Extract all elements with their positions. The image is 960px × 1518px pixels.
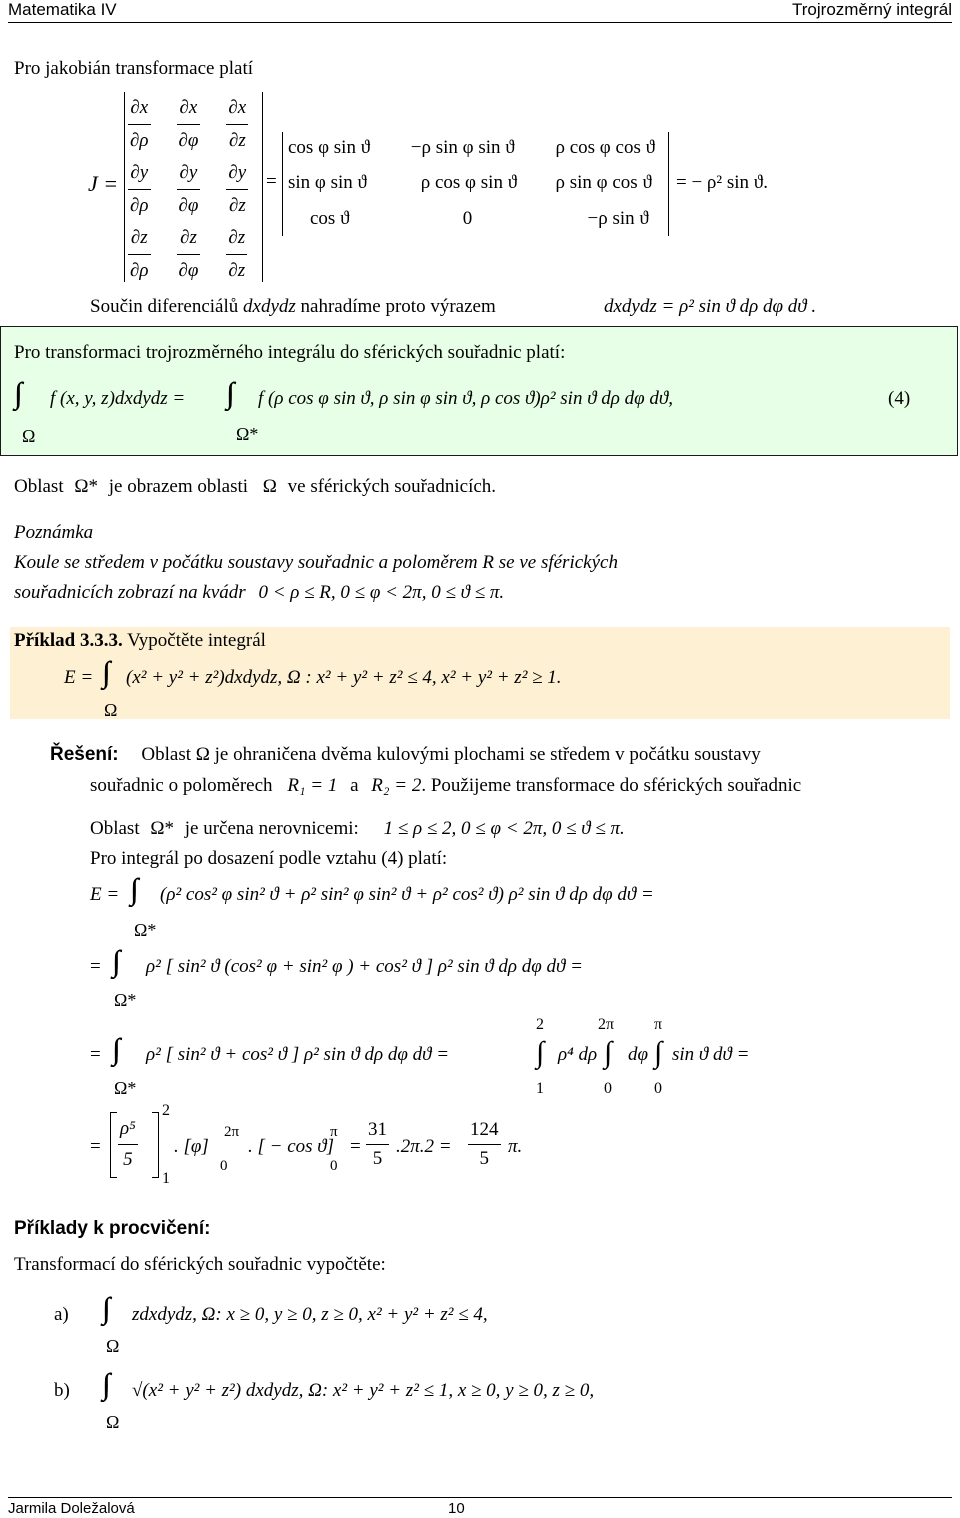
det-row-2: sin φ sin ϑ ρ cos φ sin ϑ ρ sin φ cos ϑ bbox=[288, 172, 652, 193]
eq2-domain: Ω* bbox=[114, 990, 137, 1010]
equation-number: (4) bbox=[888, 388, 911, 409]
eq4-lim-upper: 2 bbox=[162, 1102, 170, 1119]
eq3-eq: = bbox=[90, 1044, 101, 1065]
example-E: E = bbox=[64, 667, 94, 688]
eq3-lim-upper-2: 2π bbox=[598, 1016, 615, 1033]
eq4-cos-lower: 0 bbox=[330, 1158, 338, 1174]
eq3-lim-upper-1: 2 bbox=[536, 1016, 544, 1033]
exercise-b-label: b) bbox=[54, 1380, 70, 1401]
exercises-intro: Transformací do sférických souřadnic vypočtěte: bbox=[14, 1254, 386, 1275]
eq3-integral-1: ∫ bbox=[536, 1036, 545, 1069]
example-domain: Ω bbox=[104, 700, 118, 720]
eq3-integral: ∫∫∫ bbox=[112, 1033, 113, 1066]
eq4-frac-2: $\frac{124}{5}$ bbox=[468, 1116, 501, 1173]
solution-line-1: Řešení: Oblast Ω je ohraničena dvěma kulovými plochami se středem v počátku soustavy bbox=[50, 744, 761, 765]
jacobian-symbol: J = bbox=[88, 171, 119, 196]
eq4-eq: = bbox=[90, 1136, 101, 1157]
eq1-domain: Ω* bbox=[134, 920, 157, 940]
eq3-integral-3: ∫ bbox=[654, 1036, 663, 1069]
domain-omega: Ω bbox=[22, 426, 36, 446]
oblast-line: Oblast Ω* je obrazem oblasti Ω ve sférických souřadnicích. bbox=[14, 476, 497, 497]
eq2-integral: ∫∫∫ bbox=[112, 945, 113, 978]
eq4-lim-lower: 1 bbox=[162, 1170, 170, 1187]
eq4-bracket-left bbox=[110, 1112, 117, 1178]
eq2-eq: = bbox=[90, 956, 101, 977]
exercise-a-label: a) bbox=[54, 1304, 69, 1325]
exercise-a-formula: zdxdydz, Ω: x ≥ 0, y ≥ 0, z ≥ 0, x² + y² + z² ≤ 4, bbox=[132, 1304, 488, 1325]
eq4-mid3: .2π.2 = bbox=[396, 1136, 452, 1157]
eq3-integral-2: ∫ bbox=[604, 1036, 613, 1069]
exercise-a-integral: ∫∫∫ bbox=[102, 1292, 103, 1325]
eq4-cos-upper: π bbox=[330, 1124, 338, 1140]
formula-left: f (x, y, z)dxdydz = bbox=[50, 388, 186, 409]
exercise-b-formula: √(x² + y² + z²) dxdydz, Ω: x² + y² + z² ≤ 1, x ≥ 0, y ≥ 0, z ≥ 0, bbox=[132, 1380, 595, 1401]
eq4-phi: . [φ] bbox=[174, 1136, 209, 1157]
header-course: Matematika IV bbox=[8, 0, 117, 19]
eq1-integral: ∫∫∫ bbox=[130, 873, 131, 906]
header-topic: Trojrozměrný integrál bbox=[792, 0, 952, 19]
example-integral: ∫∫∫ bbox=[102, 656, 103, 689]
page-footer bbox=[8, 1497, 952, 1518]
solution-line-3: Oblast Ω* je určena nerovnicemi: 1 ≤ ρ ≤ 2, 0 ≤ φ < 2π, 0 ≤ ϑ ≤ π. bbox=[90, 818, 625, 839]
note-title: Poznámka bbox=[14, 522, 94, 543]
eq1-lhs: E = bbox=[90, 884, 120, 905]
product-expression: dxdydz = ρ² sin ϑ dρ dφ dϑ . bbox=[604, 296, 817, 317]
eq3-sin: sin ϑ dϑ = bbox=[672, 1044, 750, 1065]
det-bar-right-1 bbox=[262, 92, 263, 282]
exercises-title: Příklady k procvičení: bbox=[14, 1218, 211, 1239]
eq3-rho4: ρ⁴ dρ bbox=[558, 1044, 598, 1065]
eq3-lim-upper-3: π bbox=[654, 1016, 663, 1033]
footer-author: Jarmila Doležalová bbox=[8, 1500, 135, 1517]
det-row-1: cos φ sin ϑ −ρ sin φ sin ϑ ρ cos φ cos ϑ bbox=[288, 137, 656, 158]
transformation-title: Pro transformaci trojrozměrného integrálu do sférických souřadnic platí: bbox=[14, 342, 566, 363]
note-line-2: souřadnicích zobrazí na kvádr 0 < ρ ≤ R, 0 ≤ φ < 2π, 0 ≤ ϑ ≤ π. bbox=[14, 582, 505, 603]
eq4-eq2: = bbox=[350, 1136, 361, 1157]
jacobian-partials: $\frac{\partial x}{\partial\rho}$ $\frac{\partial x}{\partial\varphi}$ $\frac{\partial x}{\partial z}$ $\frac{\partial y}{\partial\rho}$ $\frac{\partial y}{\partial\varphi}$ $\frac{\partial y}{\partial z}$ $\frac{\partial z}{\partial\rho}$ $\frac{\partial z}{\partial\varphi}$ $\frac{\partial z}{\partial z}$ bbox=[128, 92, 248, 287]
eq4-phi-upper: 2π bbox=[224, 1124, 240, 1140]
product-line: Součin diferenciálů dxdydz nahradíme proto výrazem bbox=[90, 296, 496, 317]
triple-integral-right: ∫∫∫ bbox=[226, 377, 227, 410]
formula-right: f (ρ cos φ sin ϑ, ρ sin φ sin ϑ, ρ cos ϑ)ρ² sin ϑ dρ dφ dϑ, bbox=[258, 388, 673, 409]
eq4-phi-lower: 0 bbox=[220, 1158, 228, 1174]
triple-integral-left: ∫∫∫ bbox=[14, 377, 15, 410]
eq3-lim-lower-2: 0 bbox=[604, 1080, 612, 1097]
det-bar-left-1 bbox=[124, 92, 125, 282]
page-header bbox=[8, 0, 952, 23]
note-line-1: Koule se středem v počátku soustavy souřadnic a poloměrem R se ve sférických bbox=[14, 552, 618, 573]
eq2-body: ρ² [ sin² ϑ (cos² φ + sin² φ ) + cos² ϑ ] ρ² sin ϑ dρ dφ dϑ = bbox=[146, 956, 583, 977]
det-bar-right-2 bbox=[668, 132, 669, 236]
domain-omega-star: Ω* bbox=[236, 424, 259, 444]
eq3-lim-lower-1: 1 bbox=[536, 1080, 544, 1097]
solution-line-4: Pro integrál po dosazení podle vztahu (4) platí: bbox=[90, 848, 448, 869]
jacobian-text: Pro jakobián transformace platí bbox=[14, 58, 254, 79]
exercise-a-domain: Ω bbox=[106, 1336, 120, 1356]
eq4-cos: . [ − cos ϑ] bbox=[248, 1136, 335, 1157]
det-bar-left-2 bbox=[282, 132, 283, 236]
example-heading: Příklad 3.3.3. Vypočtěte integrál bbox=[14, 630, 266, 651]
jacobian-result: = − ρ² sin ϑ. bbox=[676, 172, 768, 193]
eq3-dphi: dφ bbox=[628, 1044, 649, 1065]
eq3-lim-lower-3: 0 bbox=[654, 1080, 662, 1097]
eq4-fraction: $\frac{\text{ρ⁵}}{5}$ bbox=[118, 1114, 138, 1175]
eq4-end: π. bbox=[508, 1136, 523, 1157]
footer-page-number: 10 bbox=[448, 1500, 465, 1517]
exercise-b-integral: ∫∫∫ bbox=[102, 1368, 103, 1401]
solution-line-2: souřadnic o poloměrech R₁ = 1 a R₂ = 2. Použijeme transformace do sférických souřadnic bbox=[90, 775, 802, 796]
exercise-b-domain: Ω bbox=[106, 1412, 120, 1432]
eq3-domain: Ω* bbox=[114, 1078, 137, 1098]
eq4-frac-1: $\frac{31}{5}$ bbox=[366, 1116, 389, 1173]
eq4-bracket-right bbox=[152, 1112, 159, 1178]
eq3-body: ρ² [ sin² ϑ + cos² ϑ ] ρ² sin ϑ dρ dφ dϑ = bbox=[146, 1044, 450, 1065]
eq1-body: (ρ² cos² φ sin² ϑ + ρ² sin² φ sin² ϑ + ρ² cos² ϑ) ρ² sin ϑ dρ dφ dϑ = bbox=[160, 884, 654, 905]
det-row-3: cos ϑ 0 −ρ sin ϑ bbox=[310, 208, 649, 229]
example-integrand: (x² + y² + z²)dxdydz, Ω : x² + y² + z² ≤ 4, x² + y² + z² ≥ 1. bbox=[126, 667, 562, 688]
